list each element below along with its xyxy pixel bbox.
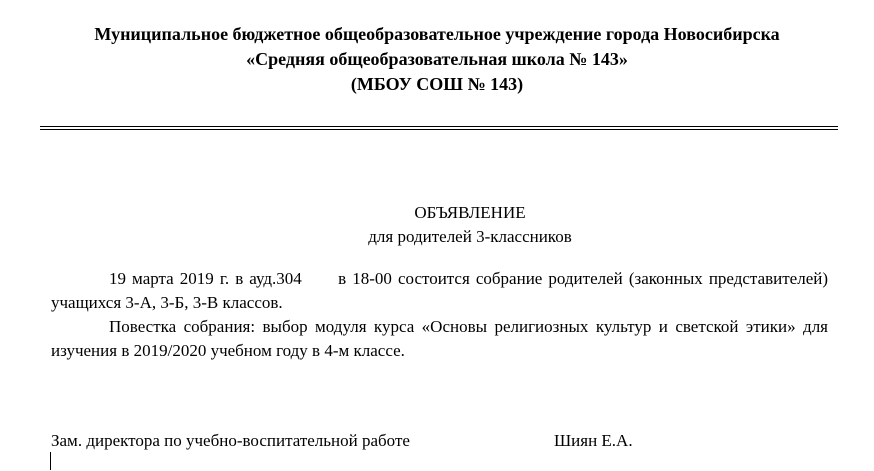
announcement-heading — [0, 201, 874, 249]
signature-role: Зам. директора по учебно-воспитательной работе — [51, 431, 410, 450]
header-divider-top — [40, 126, 838, 127]
signature-name: Шиян Е.А. — [554, 431, 633, 450]
text-cursor[interactable] — [50, 452, 51, 470]
school-type-line: Муниципальное бюджетное общеобразовательное учреждение города Новосибирска — [94, 24, 780, 44]
meeting-time-details: в 18-00 состоится собрание родителей (законных представителей) учащихся 3-А, 3-Б, 3-В классов. — [51, 269, 828, 312]
announcement-subtitle: для родителей 3-классников — [368, 227, 572, 246]
header-divider-bottom — [40, 129, 838, 130]
announcement-title: ОБЪЯВЛЕНИЕ — [414, 203, 526, 222]
meeting-paragraph — [51, 267, 828, 315]
school-abbreviation-line: (МБОУ СОШ № 143) — [350, 74, 524, 94]
announcement-body — [51, 267, 828, 363]
school-name-line: «Средняя общеобразовательная школа № 143» — [246, 49, 628, 69]
document-header — [0, 22, 874, 97]
agenda-paragraph: Повестка собрания: выбор модуля курса «Основы религиозных культур и светской этики» для изучения в 2019/2020 учебном году в 4-м классе. — [51, 317, 828, 360]
meeting-date-place: 19 марта 2019 г. в ауд.304 — [109, 269, 302, 288]
